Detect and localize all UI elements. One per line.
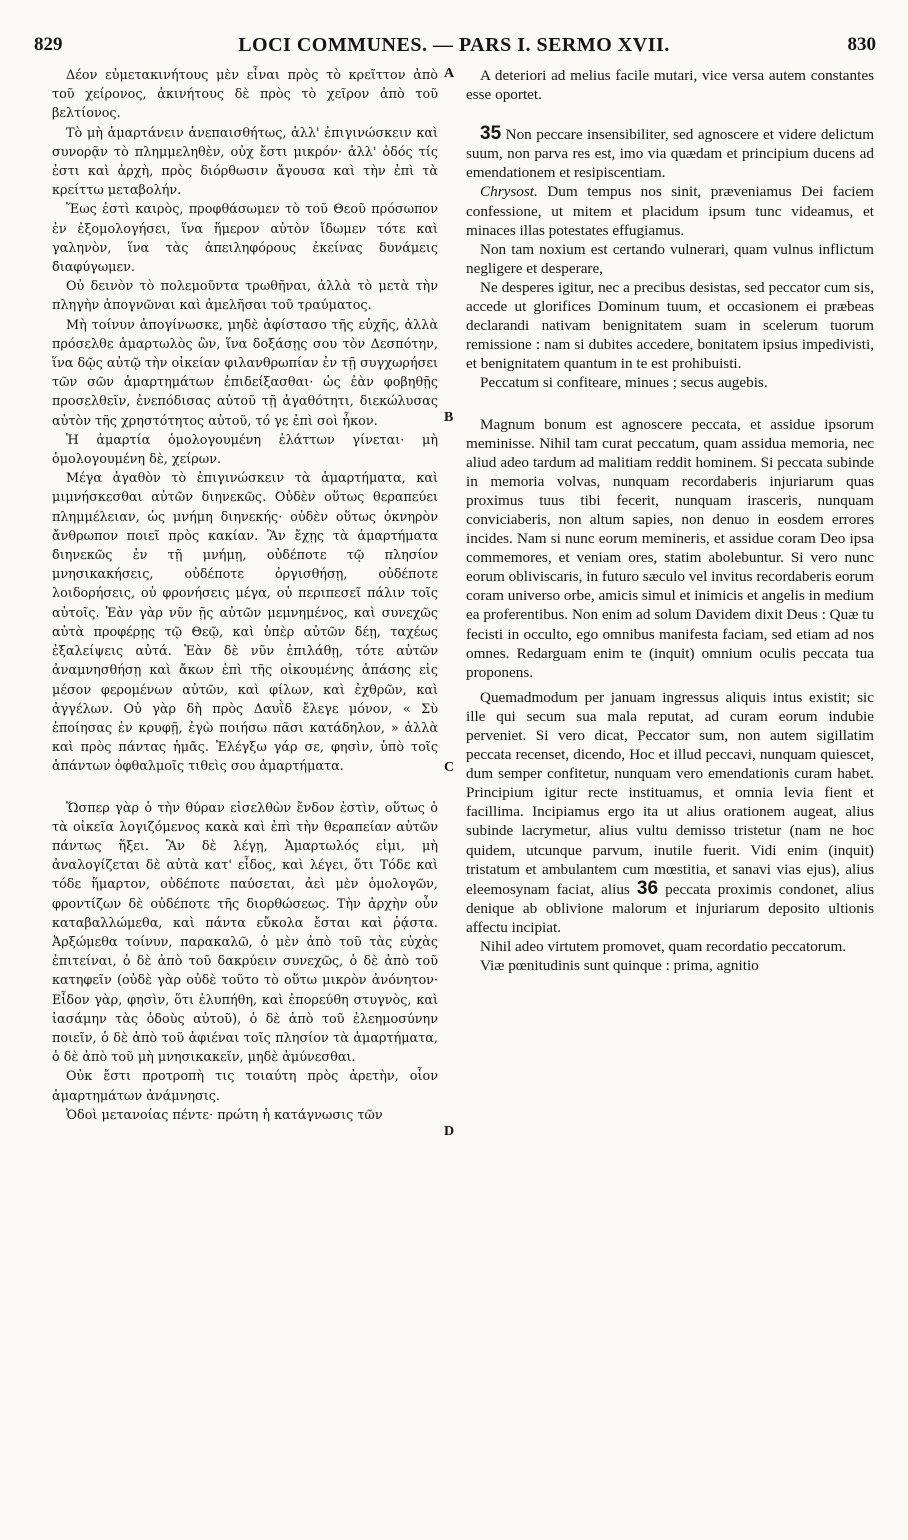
section-gap [52, 777, 438, 799]
running-title: LOCI COMMUNES. — PARS I. SERMO XVII. [238, 34, 670, 56]
page-number-right: 830 [847, 34, 876, 55]
greek-paragraph-10: Ὁδοὶ μετανοίας πέντε· πρώτη ἡ κατάγνωσις τῶν [66, 1107, 383, 1123]
latin-paragraph-8-text-a: Quemadmodum per januam ingressus aliquis intus existit; sic ille qui secum sua mala reputat, ad curam eorum indubie perveniet. Si vero dicat, Peccator sum, non autem sigillatim peccata recenset, dicendo, Hoc et illud peccavi, nunquam quiescet, dum semper confitetur, nunquam vero emendationis curam habet. Principium igitur recte instituamus, et omnia levia fient et facillima. Incipiamus ergo ita ut alius orationem augeat, alius subinde lacrymetur, alius vultu demisso tristetur (nam ne hoc quidem, utcunque parvum, inutile fuerit. Vidi enim (inquit) tristatum et ambulantem cum mœstitia, et sanavi vias ejus), alius eleemosynam faciat, alius [466, 688, 874, 898]
section-gap [466, 104, 874, 124]
margin-marker-d: D [444, 1124, 455, 1139]
greek-paragraph-6: Ἡ ἁμαρτία ὁμολογουμένη ἐλάττων γίνεται· μὴ ὁμολογουμένη δὲ, χείρων. [52, 432, 438, 468]
latin-paragraph-8 [466, 688, 874, 937]
latin-column [466, 66, 874, 975]
latin-paragraph-8-text-b: peccata proximis condonet, alius denique ab oblivione malorum et injuriarum deposito ultionis affectu incipiat. [466, 880, 875, 936]
latin-paragraph-2 [466, 124, 874, 182]
margin-marker-a: A [444, 66, 455, 81]
greek-paragraph-2: Τὸ μὴ ἁμαρτάνειν ἀνεπαισθήτως, ἀλλ' ἐπιγινώσκειν καὶ συνορᾷν τὸ πλημμεληθὲν, οὐχ ἔστι μικρόν· ἀλλ' ὁδός τίς ἐστι καὶ ἀρχὴ, πρὸς διόρθωσιν ἄγουσα καὶ τὴν ἐπὶ τὰ κρείττω μεταβολήν. [52, 125, 438, 199]
latin-paragraph-6: Peccatum si confiteare, minues ; secus augebis. [480, 374, 768, 392]
greek-paragraph-1: Δέον εὐμετακινήτους μὲν εἶναι πρὸς τὸ κρεῖττον ἀπὸ τοῦ χείρονος, ἀκινήτους δὲ πρὸς τὸ χεῖρον ἀπὸ τοῦ βελτίονος. [52, 68, 438, 122]
latin-paragraph-10: Viæ pœnitudinis sunt quinque : prima, agnitio [480, 957, 759, 975]
greek-paragraph-5: Μὴ τοίνυν ἀπογίνωσκε, μηδὲ ἀφίστασο τῆς εὐχῆς, ἀλλὰ πρόσελθε ἁμαρτωλὸς ὢν, ἵνα δοξάσῃς σου τὸν Δεσπότην, ἵνα δῷς αὐτῷ τὴν οἰκείαν φιλανθρωπίαν ἐν τῇ συγχωρήσει τῶν σῶν ἁμαρτημάτων ἐπιδείξασθαι· ὡς ἐὰν φοβηθῇς προσελθεῖν, ἐνεπόδισας αὐτοῦ τῇ ἀγαθότητι, διεκώλυσας αὐτὸν τῆς χρηστότητος αὐτοῦ, τό γε ἐπὶ σοὶ ἧκον. [52, 317, 438, 429]
greek-paragraph-4: Οὐ δεινὸν τὸ πολεμοῦντα τρωθῆναι, ἀλλὰ τὸ μετὰ τὴν πληγὴν ἀπογνῶναι καὶ ἀμελῆσαι τοῦ τραύματος. [52, 279, 438, 314]
margin-marker-b: B [444, 410, 454, 425]
greek-column [52, 66, 438, 1125]
latin-paragraph-5: Ne desperes igitur, nec a precibus desistas, sed peccator cum sis, accede ut glorifices Dominum tuum, et occasionem ei præbeas declarandi nativam benignitatem suam in scelerum tuorum remissione : nam si dubites accedere, bonitatem ipsius impedivisti, et benignitatem quantum in te est prohibuisti. [466, 278, 874, 373]
page-header [30, 34, 878, 62]
section-number-35: 35 [480, 123, 502, 145]
latin-paragraph-7: Magnum bonum est agnoscere peccata, et assidue ipsorum meminisse. Nihil tam curat peccatum, quam assidua memoria, nec aliud adeo tardum ad malitiam reddit hominem. Si peccata subinde in memoria volvas, nunquam recordaberis injuriarum quas proximus tuus tibi fecerit, nunquam irasceris, nunquam conviciaberis, non altum sapies, non denuo in eosdem errores incides. Nam si nunc eorum memineris, et assidue coram Deo ipsa commemores, et veniam ores, statim abolebuntur. Si vero nunc eorum obliviscaris, in futuro sæculo vel invitus recordaberis eorum coram universo orbe, amicis simul et inimicis et angelis in medium ea proferentibus. Non enim ad solum Davidem dixit Deus : Quæ tu fecisti in occulto, ego omnibus manifesta faciam, sed etiam ad nos omnes. Redarguam enim te (inquit) omnium oculis peccata tua proponens. [466, 415, 874, 681]
latin-paragraph-4: Non tam noxium est certando vulnerari, quam vulnus inflictum negligere et desperare, [466, 240, 874, 277]
latin-paragraph-1: A deteriori ad melius facile mutari, vice versa autem constantes esse oportet. [466, 67, 874, 104]
latin-paragraph-2-text: Non peccare insensibiliter, sed agnoscere et videre delictum suum, non parva res est, imo via quædam et principium ducens ad emendationem et resipiscentiam. [466, 126, 875, 182]
greek-paragraph-9: Οὐκ ἔστι προτροπὴ τις τοιαύτη πρὸς ἀρετὴν, οἷον ἁμαρτημάτων ἀνάμνησις. [52, 1069, 438, 1104]
section-gap [466, 393, 874, 415]
latin-paragraph-3 [466, 182, 874, 239]
latin-paragraph-3-text: Dum tempus nos sinit, præveniamus Dei faciem confessione, ut mitem et placidum ipsum tunc videamus, et minaces illas potestates effugiamus. [466, 183, 874, 239]
greek-paragraph-3: Ἕως ἐστὶ καιρὸς, προφθάσωμεν τὸ τοῦ Θεοῦ πρόσωπον ἐν ἐξομολογήσει, ἵνα ἥμερον αὐτὸν ἴδωμεν τότε καὶ γαληνὸν, ἵνα τὰς ἀπειληφόρους ἐκείνας δυνάμεις διαφύγωμεν. [52, 202, 438, 276]
page-number-left: 829 [34, 34, 63, 55]
greek-paragraph-8: Ὥσπερ γὰρ ὁ τὴν θύραν εἰσελθὼν ἔνδον ἐστὶν, οὕτως ὁ τὰ οἰκεῖα λογιζόμενος κακὰ καὶ ἐπὶ τὴν θεραπείαν αὐτῶν πάντως ἥξει. Ἂν δὲ λέγῃ, Ἁμαρτωλός εἰμι, μὴ ἀναλογίζεται δὲ αὐτὰ κατ' εἶδος, καὶ λέγει, ὅτι Τόδε καὶ τόδε ἥμαρτον, οὐδέποτε παύσεται, ἀεὶ μὲν ὁμολογῶν, φροντίζων δὲ οὐδέποτε τῆς διορθώσεως. Τὴν ἀρχὴν οὖν καταβαλλώμεθα, καὶ πάντα εὔκολα ἔσται καὶ ῥᾴστα. Ἀρξώμεθα τοίνυν, παρακαλῶ, ὁ μὲν ἀπὸ τοῦ τὰς εὐχὰς ἐπιτείναι, ὁ δὲ ἀπὸ τοῦ δακρύειν συνεχῶς, ὁ δὲ ἀπὸ τοῦ κατηφεῖν (οὐδὲ γὰρ οὐδὲ τοῦτο τὸ οὕτω μικρὸν ἀνόνητον· Εἶδον γὰρ, φησὶν, ὅτι ἐλυπήθη, καὶ ἐπορεύθη στυγνὸς, καὶ ἰασάμην τὰς ὁδοὺς αὐτοῦ), ὁ δὲ ἀπὸ τοῦ ἐλεημοσύνην ποιεῖν, ὁ δὲ ἀπὸ τοῦ ἀφιέναι τοῖς πλησίον τὰ ἁμαρτήματα, ὁ δὲ ἀπὸ τοῦ μὴ μνησικακεῖν, μηδὲ ἀμύνεσθαι. [52, 800, 438, 1066]
latin-paragraph-9: Nihil adeo virtutem promovet, quam recordatio peccatorum. [480, 938, 847, 956]
author-attribution: Chrysost. [480, 183, 538, 201]
greek-paragraph-7: Μέγα ἀγαθὸν τὸ ἐπιγινώσκειν τὰ ἁμαρτήματα, καὶ μιμνήσκεσθαι αὐτῶν διηνεκῶς. Οὐδὲν οὕτως θεραπεύει πλημμέλειαν, ὡς μνήμη διηνεκής· οὐδὲν οὕτως ὀκνηρὸν ἄνθρωπον ποιεῖ πρὸς κακίαν. Ἂν ἔχῃς τὰ ἁμαρτήματα διηνεκῶς ἐν τῇ μνήμῃ, οὐδέποτε τῷ πλησίον μνησικακήσεις, οὐδέποτε ὀργισθήσῃ, οὐδέποτε λοιδορήσεις, οὐ φρονήσεις μέγα, οὐ περιπεσεῖ πάλιν τοῖς αὐτοῖς. Ἐὰν γὰρ νῦν ῇς αὐτῶν μεμνημένος, καὶ συνεχῶς αὐτὰ προφέρῃς τῷ Θεῷ, καὶ ὑπὲρ αὐτῶν δέῃ, ταχέως ἐξαλείψεις αὐτά. Ἐὰν δὲ νῦν ἐπιλάθῃ, τότε αὐτῶν ἀναμνησθήσῃ καὶ ἄκων ἐπὶ τῆς οἰκουμένης ἁπάσης εἰς μέσον φερομένων αὐτῶν, καὶ φίλων, καὶ ἐχθρῶν, καὶ ἀγγέλων. Οὐ γὰρ δὴ πρὸς Δαυῒδ ἔλεγε μόνον, « Σὺ ἐποίησας ἐν κρυφῇ, ἐγὼ ποιήσω πᾶσι κατάδηλον, » ἀλλὰ καὶ πρὸς πάντας ἡμᾶς. Ἐλέγξω γάρ σε, φησὶν, ὑπὸ τοῖς ἁπάντων ὀφθαλμοῖς τιθεὶς σου ἁμαρτήματα. [52, 471, 438, 775]
section-number-36: 36 [636, 877, 659, 899]
margin-marker-c: C [444, 760, 455, 775]
